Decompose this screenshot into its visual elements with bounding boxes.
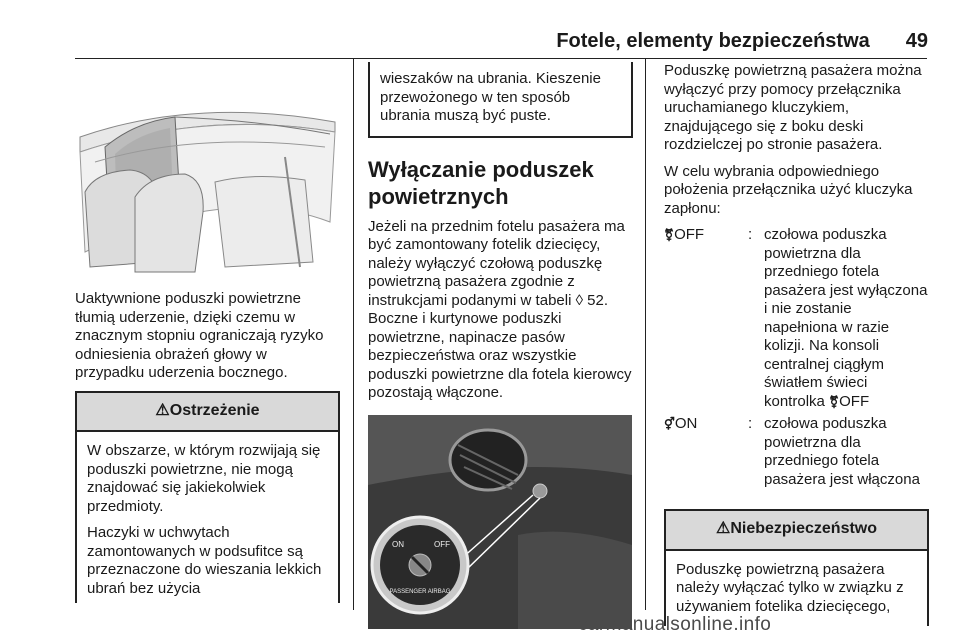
airbag-interior-illustration	[75, 62, 337, 282]
col3-paragraph-1: Poduszkę powietrzną pasażera można wyłączyć przy pomocy przełącznika uruchamianego kluczykiem, znajdującego się z boku deski rozdzielczej po stronie pasażera.	[664, 62, 922, 153]
warning-continued-text: wieszaków na ubrania. Kieszenie przewożonego w ten sposób ubrania muszą być puste.	[380, 70, 601, 124]
option-off-colon: :	[748, 226, 753, 243]
warning-box-continued	[368, 62, 633, 138]
column-divider-2	[645, 58, 646, 610]
airbag-off-icon: ⚧	[829, 394, 840, 409]
warning-title: Ostrzeżenie	[169, 401, 260, 419]
warning-p2: Haczyki w uchwytach zamontowanych w podsufitce są przeznaczone do wieszania lekkich ubrań bez użycia	[87, 524, 322, 597]
option-off-desc: czołowa poduszka powietrzna dla przedniego fotela pasażera jest wyłączona i nie zostanie napełniona w razie kolizji. Na konsoli centralnej ciągłym światłem świeci kontrolka	[764, 226, 928, 410]
page-header	[556, 30, 928, 53]
airbag-switch-photo	[368, 415, 632, 629]
intro-paragraph: Uaktywnione poduszki powietrzne tłumią uderzenie, dzięki czemu w znacznym stopniu ograniczają ryzyko odniesienia obrażeń głowy w przypadku uderzenia bocznego.	[75, 290, 324, 381]
option-off	[664, 226, 929, 411]
column-2	[368, 62, 633, 629]
switch-label: PASSENGER AIRBAG	[389, 588, 451, 595]
header-rule	[75, 58, 927, 59]
watermark: carmanualsonline.info	[578, 614, 772, 635]
warning-header	[77, 393, 338, 433]
page-title: Fotele, elementy bezpieczeństwa	[556, 30, 870, 52]
danger-box	[664, 509, 929, 626]
warning-p1: W obszarze, w którym rozwijają się poduszki powietrzne, nie mogą znajdować się jakiekolwiek przedmioty.	[87, 442, 321, 515]
switch-off-label: OFF	[434, 539, 450, 549]
page-number: 49	[905, 30, 928, 52]
option-off-key: OFF	[674, 226, 705, 243]
option-on-key: ON	[674, 415, 698, 432]
column-divider-1	[353, 58, 354, 610]
section-paragraph: Jeżeli na przednim fotelu pasażera ma być zamontowany fotelik dziecięcy, należy wyłączyć czołową poduszkę powietrzną pasażera zgodnie z instrukcjami podanymi w tabeli ◊ 52. Boczne i kurtynowe poduszki powietrzne, napinacze pasów bezpieczeństwa oraz wszystkie poduszki powietrzne dla fotela kierowcy pozostają włączone.	[368, 217, 632, 401]
warning-box	[75, 391, 340, 603]
danger-icon: ⚠	[715, 520, 731, 537]
col3-paragraph-2: W celu wybrania odpowiedniego położenia przełącznika użyć kluczyka zapłonu:	[664, 162, 913, 217]
section-heading: Wyłączanie poduszek powietrznych	[368, 156, 594, 209]
option-off-desc-tail: OFF	[839, 392, 870, 410]
option-on	[664, 415, 929, 489]
airbag-on-icon: ⚥	[664, 417, 675, 431]
warning-icon: ⚠	[155, 401, 170, 419]
switch-on-label: ON	[392, 539, 404, 549]
danger-header	[666, 511, 927, 551]
danger-title: Niebezpieczeństwo	[730, 520, 878, 537]
column-1	[75, 62, 340, 603]
warning-body	[77, 432, 338, 612]
danger-p1: Poduszkę powietrzną pasażera należy wyłączać tylko w związku z używaniem fotelika dziecięcego,	[676, 560, 904, 615]
airbag-off-icon: ⚧	[664, 228, 675, 242]
option-on-colon: :	[748, 415, 753, 432]
column-3	[664, 62, 929, 626]
option-on-desc: czołowa poduszka powietrzna dla przedniego fotela pasażera jest włączona	[764, 415, 920, 488]
